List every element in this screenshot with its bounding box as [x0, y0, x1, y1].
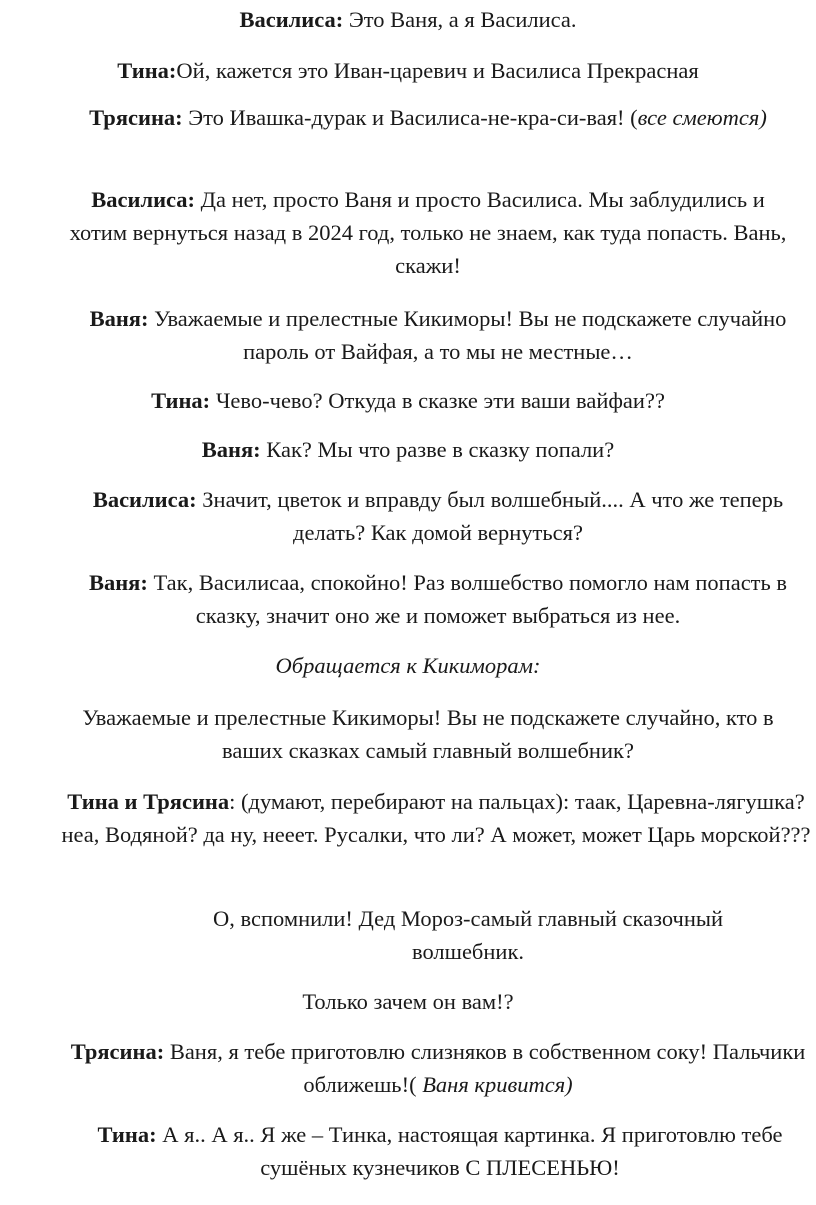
dialogue-line — [28, 433, 788, 466]
dialogue-line — [28, 54, 788, 87]
stage-direction: Ваня кривится) — [422, 1072, 573, 1097]
dialogue-text: Ой, кажется это Иван-царевич и Василиса Прекрасная — [176, 58, 699, 83]
speaker-name: Тина: — [97, 1122, 157, 1147]
speaker-name: Тина и Трясина — [67, 789, 230, 814]
speaker-name: Ваня: — [89, 306, 149, 331]
dialogue-line — [70, 1118, 810, 1184]
stage-direction-line — [28, 649, 788, 682]
dialogue-line — [70, 483, 806, 549]
speaker-name: Ваня: — [201, 437, 261, 462]
speaker-name: Тина: — [117, 58, 177, 83]
dialogue-line — [80, 566, 796, 632]
dialogue-line — [60, 183, 796, 282]
dialogue-line — [70, 1035, 806, 1101]
dialogue-text: Уважаемые и прелестные Кикиморы! Вы не подскажете случайно, кто в ваших сказках самый главный волшебник? — [82, 705, 774, 763]
dialogue-text: Значит, цветок и вправду был волшебный.... А что же теперь делать? Как домой вернуться? — [196, 487, 784, 545]
speaker-name: Василиса: — [239, 7, 344, 32]
dialogue-text: Чево-чево? Откуда в сказке эти ваши вайфаи?? — [210, 388, 665, 413]
dialogue-text: Это Ивашка-дурак и Василиса-не-кра-си-вая! ( — [182, 105, 638, 130]
dialogue-text: Уважаемые и прелестные Кикиморы! Вы не подскажете случайно пароль от Вайфая, а то мы не местные… — [148, 306, 787, 364]
dialogue-text: : (думают, перебирают на пальцах): таак, Царевна-лягушка? неа, Водяной? да ну, нееет. Русалки, что ли? А может, может Царь морской??? — [61, 789, 811, 847]
speaker-name: Василиса: — [91, 187, 196, 212]
dialogue-text: О, вспомнили! Дед Мороз-самый главный сказочный волшебник. — [212, 906, 724, 964]
stage-direction: все смеются) — [637, 105, 767, 130]
dialogue-line — [160, 902, 776, 968]
dialogue-text: Это Ваня, а я Василиса. — [343, 7, 577, 32]
speaker-name: Тина: — [151, 388, 211, 413]
dialogue-line — [28, 985, 788, 1018]
stage-direction: Обращается к Кикиморам: — [275, 653, 541, 678]
speaker-name: Василиса: — [92, 487, 197, 512]
dialogue-text: А я.. А я.. Я же – Тинка, настоящая картинка. Я приготовлю тебе сушёных кузнечиков С ПЛЕСЕНЬЮ! — [156, 1122, 783, 1180]
dialogue-text: Да нет, просто Ваня и просто Василиса. Мы заблудились и хотим вернуться назад в 2024 год, только не знаем, как туда попасть. Вань, скажи! — [69, 187, 787, 278]
dialogue-text: Ваня, я тебе приготовлю слизняков в собственном соку! Пальчики оближешь!( — [164, 1039, 806, 1097]
speaker-name: Ваня: — [88, 570, 148, 595]
dialogue-line — [50, 701, 806, 767]
dialogue-line — [60, 785, 812, 851]
speaker-name: Трясина: — [89, 105, 183, 130]
dialogue-line — [28, 384, 788, 417]
dialogue-text: Так, Василисаа, спокойно! Раз волшебство помогло нам попасть в сказку, значит оно же и поможет выбраться из нее. — [147, 570, 788, 628]
speaker-name: Трясина: — [70, 1039, 165, 1064]
dialogue-line — [28, 3, 788, 36]
dialogue-line — [80, 302, 796, 368]
dialogue-text: Только зачем он вам!? — [302, 989, 514, 1014]
dialogue-text: Как? Мы что разве в сказку попали? — [260, 437, 615, 462]
dialogue-line — [80, 101, 776, 134]
